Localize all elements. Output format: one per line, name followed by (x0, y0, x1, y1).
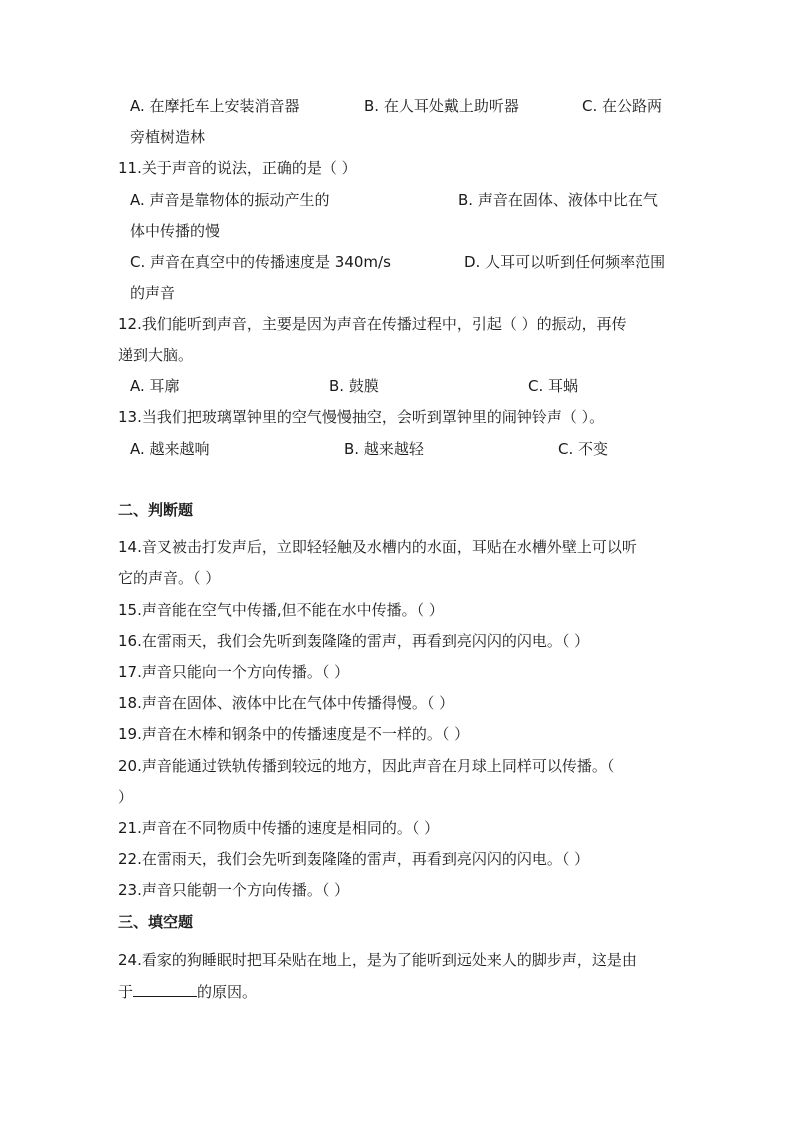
q10-option-b: B. 在人耳处戴上助听器 (364, 97, 519, 115)
q11-stem: 11.关于声音的说法，正确的是（ ） (118, 159, 357, 177)
q11-option-b: B. 声音在固体、液体中比在气 (458, 191, 658, 209)
q12-option-a: A. 耳廓 (130, 377, 180, 395)
q14-stem: 14.音叉被击打发声后，立即轻轻触及水槽内的水面，耳贴在水槽外壁上可以听 (118, 538, 637, 556)
q11-option-b-continued: 体中传播的慢 (130, 222, 221, 240)
q11-option-d: D. 人耳可以听到任何频率范围 (464, 253, 666, 271)
q12-option-b: B. 鼓膜 (329, 377, 379, 395)
q11-option-a: A. 声音是靠物体的振动产生的 (130, 191, 330, 209)
q10-option-c: C. 在公路两 (582, 97, 663, 115)
q18-stem: 18.声音在固体、液体中比在气体中传播得慢。（ ） (118, 694, 455, 712)
q24-answer-blank[interactable] (133, 982, 197, 997)
q13-option-c: C. 不变 (558, 440, 609, 458)
q10-option-a: A. 在摩托车上安装消音器 (130, 97, 300, 115)
section-title-true-false: 二、判断题 (118, 501, 194, 519)
q19-stem: 19.声音在木棒和钢条中的传播速度是不一样的。（ ） (118, 725, 470, 743)
q12-stem: 12.我们能听到声音，主要是因为声音在传播过程中，引起（ ）的振动，再传 (118, 315, 627, 333)
q13-option-b: B. 越来越轻 (344, 440, 424, 458)
q24-prefix: 于 (118, 983, 134, 1001)
q16-stem: 16.在雷雨天，我们会先听到轰隆隆的雷声，再看到亮闪闪的闪电。（ ） (118, 632, 590, 650)
q11-option-d-continued: 的声音 (130, 284, 176, 302)
q24-stem: 24.看家的狗睡眠时把耳朵贴在地上，是为了能听到远处来人的脚步声，这是由 (118, 951, 637, 969)
q11-option-c: C. 声音在真空中的传播速度是 340m/s (130, 253, 391, 271)
q12-stem-continued: 递到大脑。 (118, 346, 194, 364)
q17-stem: 17.声音只能向一个方向传播。（ ） (118, 663, 350, 681)
section-title-fill-blank: 三、填空题 (118, 913, 194, 931)
q14-stem-continued: 它的声音。（ ） (118, 569, 221, 587)
q13-stem: 13.当我们把玻璃罩钟里的空气慢慢抽空，会听到罩钟里的闹钟铃声（ ）。 (118, 408, 605, 426)
q20-stem-continued: ） (118, 788, 134, 806)
q24-suffix: 的原因。 (197, 983, 258, 1001)
q10-option-c-continued: 旁植树造林 (130, 128, 206, 146)
q24-stem-continued (118, 982, 257, 1002)
q20-stem: 20.声音能通过铁轨传播到较远的地方，因此声音在月球上同样可以传播。（ (118, 757, 615, 775)
q15-stem: 15.声音能在空气中传播,但不能在水中传播。（ ） (118, 601, 444, 619)
q13-option-a: A. 越来越响 (130, 440, 210, 458)
q21-stem: 21.声音在不同物质中传播的速度是相同的。（ ） (118, 819, 440, 837)
q23-stem: 23.声音只能朝一个方向传播。（ ） (118, 881, 350, 899)
q12-option-c: C. 耳蜗 (528, 377, 579, 395)
q22-stem: 22.在雷雨天，我们会先听到轰隆隆的雷声，再看到亮闪闪的闪电。（ ） (118, 850, 590, 868)
